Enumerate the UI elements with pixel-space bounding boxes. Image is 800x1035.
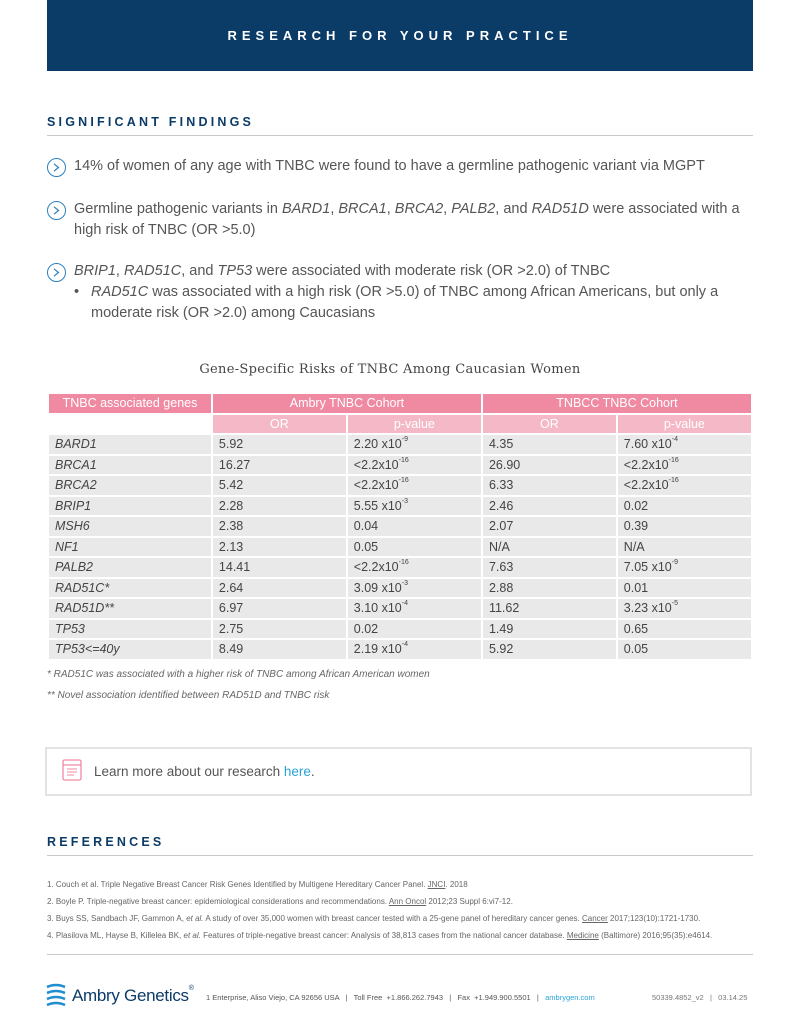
references-heading: REFERENCES xyxy=(47,835,753,856)
banner-title: RESEARCH FOR YOUR PRACTICE xyxy=(227,28,573,43)
finding-text: 14% of women of any age with TNBC were found to have a germline pathogenic variant via MGPT xyxy=(74,158,705,174)
website-link[interactable]: ambrygen.com xyxy=(545,993,595,1002)
pvalue-cell: 2.19 $x10^{-4}$ xyxy=(348,640,481,659)
pvalue-cell: 0.65 xyxy=(618,620,751,639)
learn-more-text: Learn more about our research here. xyxy=(94,764,315,779)
or-cell: 2.28 xyxy=(213,497,346,516)
or-cell: 26.90 xyxy=(483,456,616,475)
footer-divider xyxy=(47,954,753,955)
subheader-or: OR xyxy=(483,415,616,434)
or-cell: 6.33 xyxy=(483,476,616,495)
table-body xyxy=(49,435,751,659)
pvalue-cell: 0.05 xyxy=(348,538,481,557)
finding-item xyxy=(47,199,753,241)
pvalue-cell: 0.02 xyxy=(348,620,481,639)
pvalue-cell: 7.05 $x10^{-9}$ xyxy=(618,558,751,577)
or-cell: 7.63 xyxy=(483,558,616,577)
ambry-logo xyxy=(45,983,194,1009)
header-genes: TNBC associated genes xyxy=(49,394,211,413)
table-row xyxy=(49,579,751,598)
or-cell: 2.46 xyxy=(483,497,616,516)
references-list xyxy=(47,876,753,944)
table-footnote: ** Novel association identified between RAD51D and TNBC risk xyxy=(47,690,330,701)
gene-cell: BRCA2 xyxy=(49,476,211,495)
or-cell: 6.97 xyxy=(213,599,346,618)
reference-item: 1. Couch et al. Triple Negative Breast Cancer Risk Genes Identified by Multigene Hereditary Cancer Panel. JNCI. 2018 xyxy=(47,880,468,889)
subheader-pvalue: p-value xyxy=(618,415,751,434)
finding-text: Germline pathogenic variants in BARD1, BRCA1, BRCA2, PALB2, and RAD51D were associated with a high risk of TNBC (OR >5.0) xyxy=(74,201,740,238)
chevron-right-icon xyxy=(47,158,66,177)
chevron-right-icon xyxy=(47,201,66,220)
or-cell: 5.92 xyxy=(483,640,616,659)
table-row xyxy=(49,497,751,516)
reference-item: 4. Plasilova ML, Hayse B, Killelea BK, et al. Features of triple-negative breast cancer: Analysis of 38,813 cases from the national cancer database. Medicine (Baltimore) 2016;95(35):e4614. xyxy=(47,931,713,940)
subheader-or: OR xyxy=(213,415,346,434)
table-row xyxy=(49,456,751,475)
or-cell: 2.88 xyxy=(483,579,616,598)
pvalue-cell: 3.10 $x10^{-4}$ xyxy=(348,599,481,618)
document-id: 50339.4852_v2 | 03.14.25 xyxy=(652,993,748,1002)
table-header-row xyxy=(49,394,751,413)
learn-more-box xyxy=(45,747,752,796)
or-cell: 1.49 xyxy=(483,620,616,639)
header-tnbcc-cohort: TNBCC TNBC Cohort xyxy=(483,394,751,413)
table-row xyxy=(49,640,751,659)
subheader-blank xyxy=(49,415,211,434)
journal-link: Ann Oncol xyxy=(388,897,427,906)
or-cell: 2.64 xyxy=(213,579,346,598)
or-cell: 2.38 xyxy=(213,517,346,536)
table-row xyxy=(49,620,751,639)
bullet-dot: • xyxy=(74,284,80,300)
table-footnote: * RAD51C was associated with a higher risk of TNBC among African American women xyxy=(47,669,430,680)
gene-cell: RAD51D** xyxy=(49,599,211,618)
gene-cell: NF1 xyxy=(49,538,211,557)
sub-bullet xyxy=(74,282,754,324)
or-cell: 5.92 xyxy=(213,435,346,454)
pvalue-cell: 0.04 xyxy=(348,517,481,536)
gene-cell: TP53 xyxy=(49,620,211,639)
finding-item xyxy=(47,156,753,177)
sub-bullet-text: RAD51C was associated with a high risk (OR >5.0) of TNBC among African Americans, but only a moderate risk (OR >2.0) among Caucasians xyxy=(91,284,719,321)
pvalue-cell: 7.60 $x10^{-4}$ xyxy=(618,435,751,454)
or-cell: 2.75 xyxy=(213,620,346,639)
table-subheader-row xyxy=(49,415,751,434)
pvalue-cell: 3.09 $x10^{-3}$ xyxy=(348,579,481,598)
table-row xyxy=(49,558,751,577)
pvalue-cell: 0.02 xyxy=(618,497,751,516)
or-cell: 14.41 xyxy=(213,558,346,577)
document-icon xyxy=(62,759,82,784)
gene-cell: BRCA1 xyxy=(49,456,211,475)
table-row xyxy=(49,517,751,536)
logo-wordmark: Ambry Genetics® xyxy=(72,985,194,1005)
pvalue-cell: 5.55 $x10^{-3}$ xyxy=(348,497,481,516)
top-banner xyxy=(47,0,753,71)
pvalue-cell: 0.01 xyxy=(618,579,751,598)
pvalue-cell: 0.05 xyxy=(618,640,751,659)
table-title: Gene-Specific Risks of TNBC Among Caucasian Women xyxy=(199,362,581,377)
finding-item xyxy=(47,261,753,282)
pvalue-cell: 2.20 $x10^{-9}$ xyxy=(348,435,481,454)
subheader-pvalue: p-value xyxy=(348,415,481,434)
table-row xyxy=(49,538,751,557)
pvalue-cell: $<2.2x10^{-16}$ xyxy=(618,456,751,475)
or-cell: 16.27 xyxy=(213,456,346,475)
ambry-logo-icon xyxy=(45,983,67,1009)
pvalue-cell: 0.39 xyxy=(618,517,751,536)
gene-cell: TP53<=40y xyxy=(49,640,211,659)
gene-cell: RAD51C* xyxy=(49,579,211,598)
or-cell: 5.42 xyxy=(213,476,346,495)
or-cell: 8.49 xyxy=(213,640,346,659)
gene-cell: MSH6 xyxy=(49,517,211,536)
pvalue-cell: $<2.2x10^{-16}$ xyxy=(348,456,481,475)
finding-text: BRIP1, RAD51C, and TP53 were associated with moderate risk (OR >2.0) of TNBC xyxy=(74,263,611,279)
reference-item: 3. Buys SS, Sandbach JF, Gammon A, et al. A study of over 35,000 women with breast cancer tested with a 25-gene panel of hereditary cancer genes. Cancer 2017;123(10):1721-1730. xyxy=(47,914,701,923)
risk-table xyxy=(47,392,753,661)
reference-item: 2. Boyle P. Triple-negative breast cancer: epidemiological considerations and recommendations. Ann Oncol 2012;23 Suppl 6:vi7-12. xyxy=(47,897,513,906)
gene-cell: BARD1 xyxy=(49,435,211,454)
pvalue-cell: $<2.2x10^{-16}$ xyxy=(348,558,481,577)
table-row xyxy=(49,476,751,495)
or-cell: 2.13 xyxy=(213,538,346,557)
journal-link: Cancer xyxy=(581,914,608,923)
or-cell: 11.62 xyxy=(483,599,616,618)
or-cell: N/A xyxy=(483,538,616,557)
pvalue-cell: 3.23 $x10^{-5}$ xyxy=(618,599,751,618)
journal-link: JNCI xyxy=(427,880,446,889)
journal-link: Medicine xyxy=(566,931,599,940)
or-cell: 2.07 xyxy=(483,517,616,536)
or-cell: 4.35 xyxy=(483,435,616,454)
pvalue-cell: $<2.2x10^{-16}$ xyxy=(618,476,751,495)
chevron-right-icon xyxy=(47,263,66,282)
header-ambry-cohort: Ambry TNBC Cohort xyxy=(213,394,481,413)
findings-heading: SIGNIFICANT FINDINGS xyxy=(47,115,753,136)
here-link[interactable]: here xyxy=(283,764,311,779)
gene-cell: BRIP1 xyxy=(49,497,211,516)
table-row xyxy=(49,435,751,454)
table-row xyxy=(49,599,751,618)
gene-cell: PALB2 xyxy=(49,558,211,577)
pvalue-cell: N/A xyxy=(618,538,751,557)
footer-contact: 1 Enterprise, Aliso Viejo, CA 92656 USA | Toll Free +1.866.262.7943 | Fax +1.949.900.5501 | ambrygen.com xyxy=(206,993,595,1002)
pvalue-cell: $<2.2x10^{-16}$ xyxy=(348,476,481,495)
